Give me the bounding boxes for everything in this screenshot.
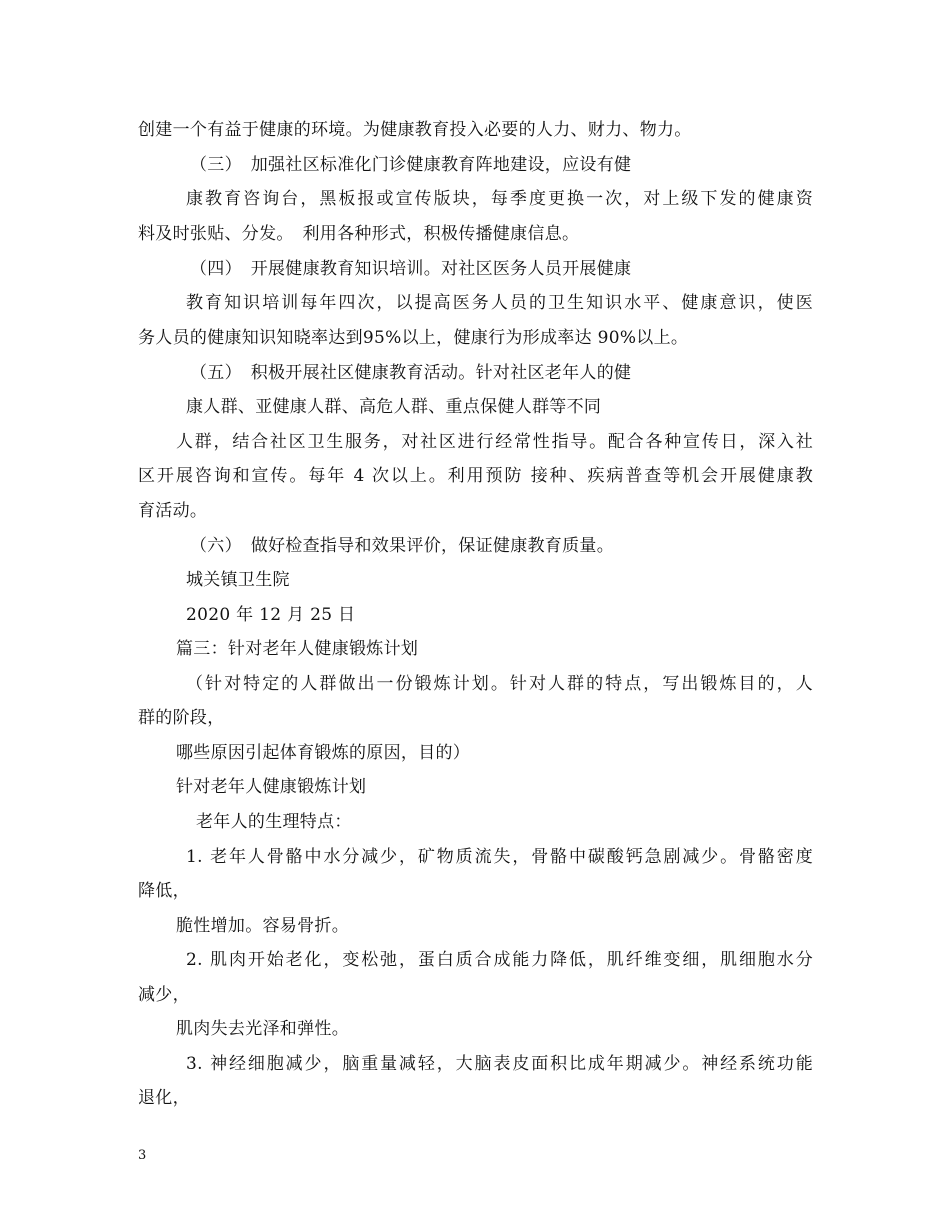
text-line: 脆性增加。容易骨折。 (176, 916, 349, 936)
list-item-2: 2. 肌肉开始老化，变松弛，蛋白质合成能力降低，肌纤维变细，肌细胞水分 (186, 950, 813, 970)
text-line: 育活动。 (138, 501, 208, 521)
list-item-3: 3. 神经细胞减少，脑重量减轻，大脑表皮面积比成年期减少。神经系统功能 (186, 1054, 813, 1074)
text-line: 群的阶段， (138, 708, 225, 728)
text-line: 人群，结合社区卫生服务，对社区进行经常性指导。配合各种宣传日，深入社 (176, 432, 813, 452)
text-line: 哪些原因引起体育锻炼的原因，目的） (176, 743, 471, 763)
section-heading-4: （四） 开展健康教育知识培训。对社区医务人员开展健康 (190, 259, 632, 279)
text-line: 减少， (138, 985, 190, 1005)
text-line: 老年人的生理特点： (196, 812, 352, 832)
text-line: 降低， (138, 881, 190, 901)
text-line: 康人群、亚健康人群、高危人群、重点保健人群等不同 (186, 397, 602, 417)
text-line: 区开展咨询和宣传。每年 4 次以上。利用预防 接种、疾病普查等机会开展健康教 (138, 466, 813, 486)
text-line: 教育知识培训每年四次，以提高医务人员的卫生知识水平、健康意识，使医 (186, 293, 813, 313)
text-line: 务人员的健康知识知晓率达到95%以上，健康行为形成率达 90%以上。 (138, 328, 689, 348)
subtitle: 针对老年人健康锻炼计划 (176, 777, 367, 797)
text-line: 肌肉失去光泽和弹性。 (176, 1019, 349, 1039)
text-line: 料及时张贴、分发。 利用各种形式，积极传播健康信息。 (138, 224, 580, 244)
text-line: 退化， (138, 1088, 190, 1108)
page-number: 3 (138, 1148, 147, 1163)
text-line: 创建一个有益于健康的环境。为健康教育投入必要的人力、财力、物力。 (138, 120, 692, 140)
section-heading-5: （五） 积极开展社区健康教育活动。针对社区老年人的健 (190, 363, 632, 383)
text-line: （针对特定的人群做出一份锻炼计划。针对人群的特点，写出锻炼目的，人 (186, 674, 813, 694)
text-line: 康教育咨询台，黑板报或宣传版块，每季度更换一次，对上级下发的健康资 (186, 189, 813, 209)
section-heading-3: （三） 加强社区标准化门诊健康教育阵地建设，应设有健 (190, 155, 632, 175)
signature-organization: 城关镇卫生院 (186, 570, 290, 590)
signature-date: 2020 年 12 月 25 日 (186, 605, 356, 625)
list-item-1: 1. 老年人骨骼中水分减少，矿物质流失，骨骼中碳酸钙急剧减少。骨骼密度 (186, 847, 813, 867)
chapter-title: 篇三：针对老年人健康锻炼计划 (176, 639, 419, 659)
section-heading-6: （六） 做好检查指导和效果评价，保证健康教育质量。 (190, 536, 614, 556)
